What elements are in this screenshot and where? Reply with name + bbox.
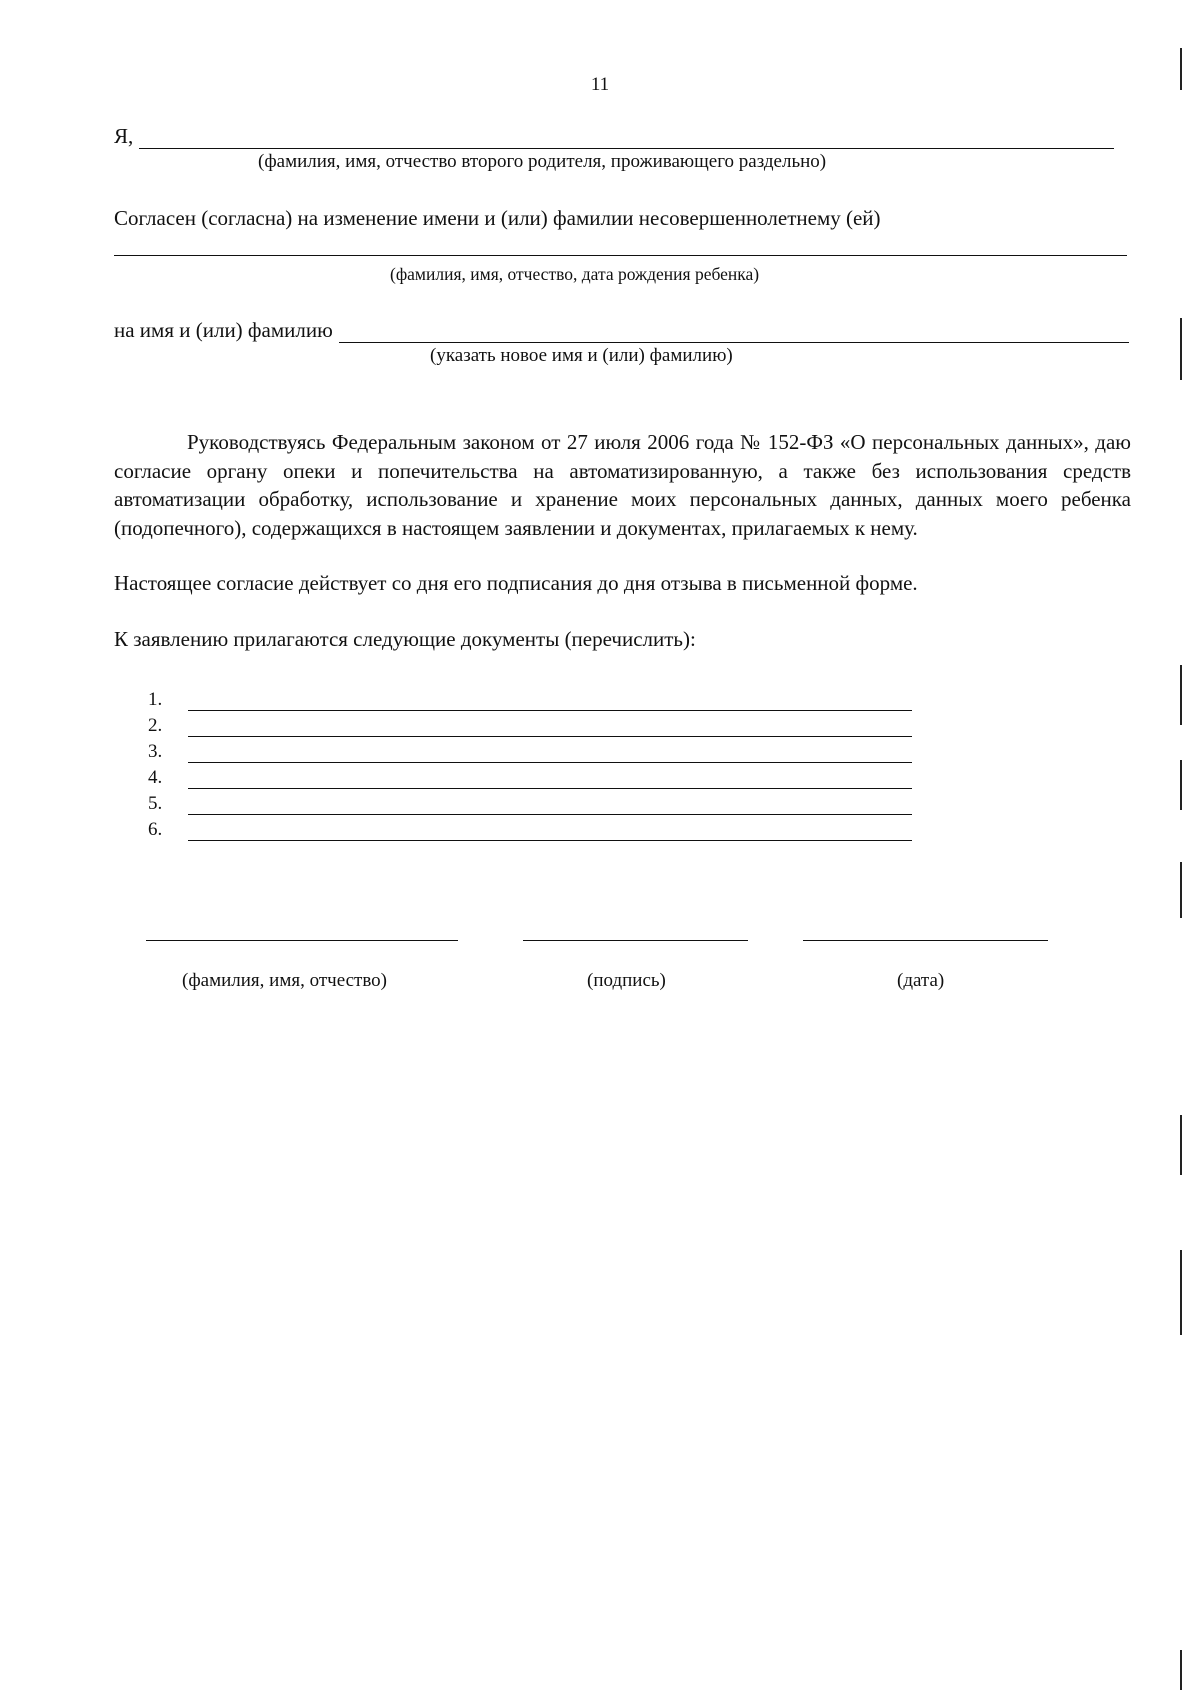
- list-item-number: 4.: [148, 767, 163, 788]
- full-name-signature-field[interactable]: [146, 940, 458, 941]
- attachment-field[interactable]: [188, 693, 912, 711]
- list-item-number: 1.: [148, 689, 163, 710]
- new-name-label: на имя и (или) фамилию: [114, 318, 333, 342]
- full-name-caption: (фамилия, имя, отчество): [182, 970, 388, 991]
- new-name-row: [114, 318, 1129, 343]
- page-number: 11: [590, 74, 610, 95]
- scan-edge-mark: [1180, 760, 1182, 810]
- new-name-caption: (указать новое имя и (или) фамилию): [430, 345, 733, 366]
- attachment-field[interactable]: [188, 823, 912, 841]
- personal-data-paragraph: Руководствуясь Федеральным законом от 27 июля 2006 года № 152-ФЗ «О персональных данных», даю согласие органу опеки и попечительства на автоматизированную, а также без использования средств автоматизации обработку, использование и хранение моих персональных данных, данных моего ребенка (подопечного), содержащихся в настоящем заявлении и документах, прилагаемых к нему.: [114, 430, 1131, 540]
- attachment-field[interactable]: [188, 797, 912, 815]
- list-item: [148, 815, 912, 841]
- scan-edge-mark: [1180, 665, 1182, 725]
- list-item-number: 5.: [148, 793, 163, 814]
- date-caption: (дата): [897, 970, 945, 991]
- consent-duration: Настоящее согласие действует со дня его подписания до дня отзыва в письменной форме.: [114, 571, 918, 595]
- declarant-caption: (фамилия, имя, отчество второго родителя, проживающего раздельно): [258, 151, 827, 172]
- signature-field[interactable]: [523, 940, 748, 941]
- scan-edge-mark: [1180, 48, 1182, 90]
- list-item-number: 6.: [148, 819, 163, 840]
- list-item: [148, 737, 912, 763]
- attachments-heading: К заявлению прилагаются следующие документы (перечислить):: [114, 627, 696, 651]
- attachment-field[interactable]: [188, 745, 912, 763]
- attachments-list: [148, 685, 912, 841]
- list-item: [148, 711, 912, 737]
- list-item-number: 3.: [148, 741, 163, 762]
- signature-caption: (подпись): [587, 970, 666, 991]
- list-item: [148, 789, 912, 815]
- declarant-name-field[interactable]: [139, 128, 1114, 149]
- attachment-field[interactable]: [188, 719, 912, 737]
- child-name-field[interactable]: [114, 255, 1127, 256]
- scan-edge-mark: [1180, 862, 1182, 918]
- date-field[interactable]: [803, 940, 1048, 941]
- list-item: [148, 685, 912, 711]
- child-caption: (фамилия, имя, отчество, дата рождения ребенка): [390, 264, 760, 284]
- list-item-number: 2.: [148, 715, 163, 736]
- new-name-field[interactable]: [339, 322, 1129, 343]
- scan-edge-mark: [1180, 1250, 1182, 1335]
- declarant-label: Я,: [114, 124, 134, 148]
- list-item: [148, 763, 912, 789]
- scan-edge-mark: [1180, 1115, 1182, 1175]
- consent-statement: Согласен (согласна) на изменение имени и (или) фамилии несовершеннолетнему (ей): [114, 206, 881, 230]
- scan-edge-mark: [1180, 1650, 1182, 1690]
- declarant-row: [114, 124, 1114, 149]
- scan-edge-mark: [1180, 318, 1182, 380]
- attachment-field[interactable]: [188, 771, 912, 789]
